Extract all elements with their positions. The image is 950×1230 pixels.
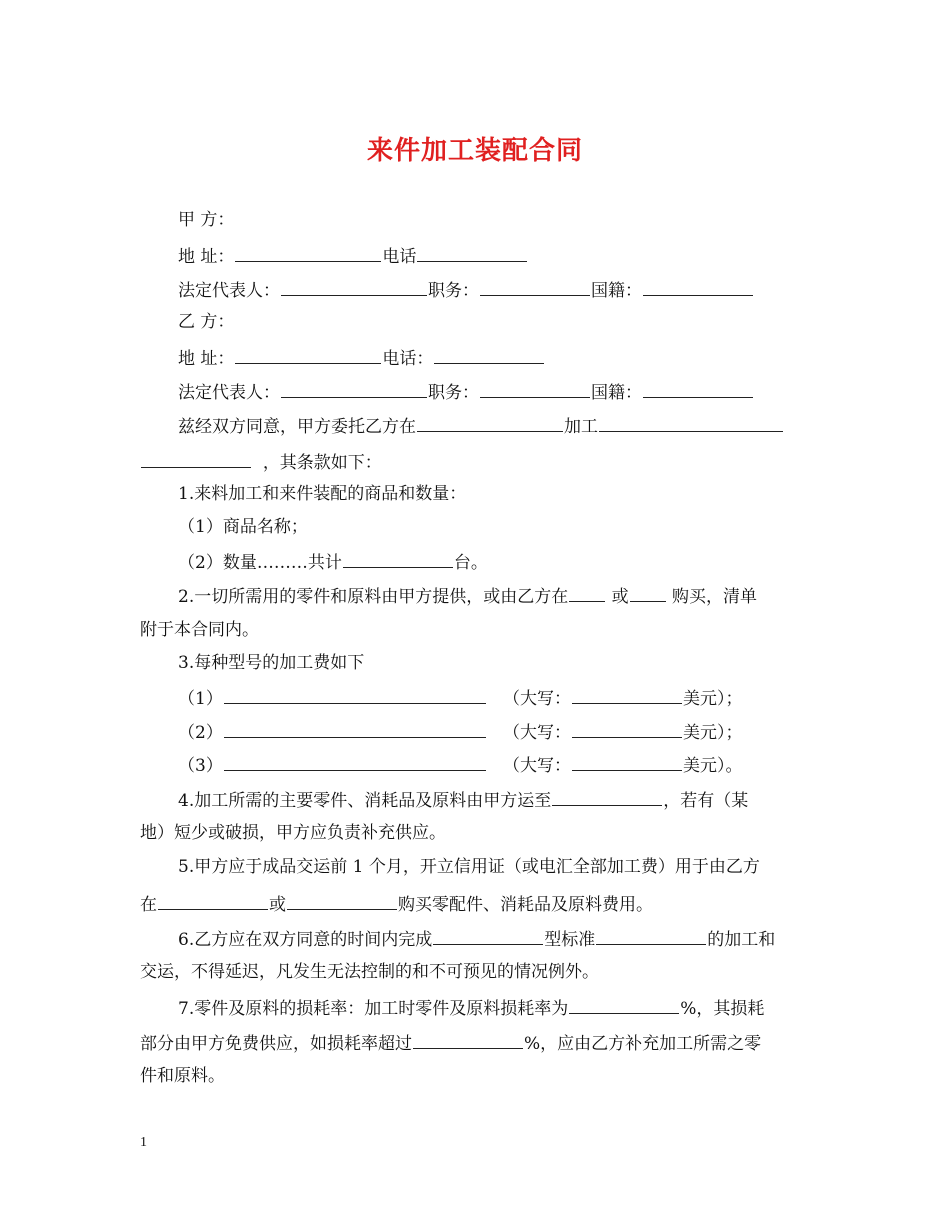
clause-text: 在 [140,895,157,915]
fee-row-currency: 美元）。 [683,756,743,776]
clause-text: （2）数量………共计 [178,553,342,573]
clause-text: 4.加工所需的主要零件、消耗品及原料由甲方运至 [178,791,552,811]
party-a-address-line [178,244,528,267]
address-label: 地 址： [178,247,235,267]
blank-field[interactable] [643,380,753,398]
blank-field[interactable] [417,244,527,262]
clause-text: 购买零配件、消耗品及原料费用。 [398,895,653,915]
blank-field[interactable] [569,584,605,602]
clause-text: 7.零件及原料的损耗率：加工时零件及原料损耗率为 [178,999,569,1019]
fee-row-no: （2） [178,723,223,743]
blank-field[interactable] [287,892,397,910]
clause-text: %，应由乙方补充加工所需之零 [524,1034,762,1054]
blank-field[interactable] [569,996,679,1014]
fee-row [178,686,743,709]
clause-text: 2.一切所需用的零件和原料由甲方提供，或由乙方在 [178,587,569,607]
fee-row-no: （3） [178,756,223,776]
intro-text: 兹经双方同意，甲方委托乙方在 [178,417,416,437]
clause-text: 6.乙方应在双方同意的时间内完成 [178,930,433,950]
clause-text: 台。 [453,553,488,573]
clause-4-line-2: 地）短少或破损，甲方应负责补充供应。 [140,823,446,843]
blank-field[interactable] [572,686,682,704]
clause-1-heading: 1.来料加工和来件装配的商品和数量： [178,484,467,504]
blank-field[interactable] [224,686,486,704]
party-a-rep-line [178,278,754,301]
intro-line-2 [140,450,382,473]
clause-2-line-2: 附于本合同内。 [140,620,259,640]
fee-row [178,720,743,743]
blank-field[interactable] [413,1031,523,1049]
clause-text: ，若有（某 [663,791,749,811]
party-a-heading: 甲 方： [178,210,235,230]
nationality-label: 国籍： [591,383,642,403]
blank-field[interactable] [599,414,783,432]
rep-label: 法定代表人： [178,383,280,403]
clause-7-line-2 [140,1031,761,1054]
blank-field[interactable] [235,244,381,262]
clause-1-item-1: （1）商品名称； [178,517,308,537]
clause-3-heading: 3.每种型号的加工费如下 [178,653,365,673]
party-b-rep-line [178,380,754,403]
fee-row-capital-label: （大写： [503,756,572,776]
phone-label: 电话 [382,247,417,267]
blank-field[interactable] [434,346,544,364]
clause-7-line-3: 件和原料。 [140,1066,225,1086]
phone-label: 电话： [382,349,434,369]
page-title: 来件加工装配合同 [366,136,583,166]
clause-text: %，其损耗 [680,999,765,1019]
blank-field[interactable] [596,927,706,945]
blank-field[interactable] [281,380,427,398]
clause-text: 部分由甲方免费供应，如损耗率超过 [140,1034,412,1054]
rep-label: 法定代表人： [178,281,280,301]
fee-row-currency: 美元）； [683,689,743,709]
page-number: 1 [140,1135,147,1150]
nationality-label: 国籍： [591,281,642,301]
blank-field[interactable] [643,278,753,296]
blank-field[interactable] [433,927,543,945]
clause-6-line-1 [178,927,775,950]
fee-row-no: （1） [178,689,223,709]
blank-field[interactable] [572,720,682,738]
fee-row-capital-label: （大写： [503,723,572,743]
blank-field[interactable] [343,550,453,568]
clause-text: 购买，清单 [672,587,758,607]
fee-row-capital-label: （大写： [503,689,572,709]
party-b-heading: 乙 方： [178,312,235,332]
clause-4-line-1 [178,788,748,811]
intro-text: ，其条款如下： [262,453,382,473]
blank-field[interactable] [281,278,427,296]
blank-field[interactable] [572,753,682,771]
clause-7-line-1 [178,996,764,1019]
blank-field[interactable] [141,450,251,468]
fee-row-currency: 美元）； [683,723,743,743]
clause-5-line-1: 5.甲方应于成品交运前 1 个月，开立信用证（或电汇全部加工费）用于由乙方 [178,857,760,877]
clause-text: 或 [611,587,629,607]
blank-field[interactable] [417,414,563,432]
blank-field[interactable] [630,584,666,602]
clause-6-line-2: 交运，不得延迟，凡发生无法控制的和不可预见的情况例外。 [140,962,599,982]
clause-1-item-2 [178,550,488,573]
blank-field[interactable] [235,346,381,364]
blank-field[interactable] [552,788,662,806]
intro-text: 加工 [564,417,598,437]
blank-field[interactable] [224,720,486,738]
party-b-address-line [178,346,545,369]
blank-field[interactable] [224,753,486,771]
clause-text: 型标准 [544,930,596,950]
blank-field[interactable] [480,278,590,296]
clause-5-line-2 [140,892,653,915]
address-label: 地 址： [178,349,235,369]
clause-2-line-1 [178,584,757,607]
blank-field[interactable] [158,892,268,910]
position-label: 职务： [428,383,479,403]
clause-text: 的加工和 [707,930,776,950]
fee-row [178,753,743,776]
intro-line-1 [178,414,784,437]
blank-field[interactable] [480,380,590,398]
position-label: 职务： [428,281,479,301]
clause-text: 或 [269,895,286,915]
